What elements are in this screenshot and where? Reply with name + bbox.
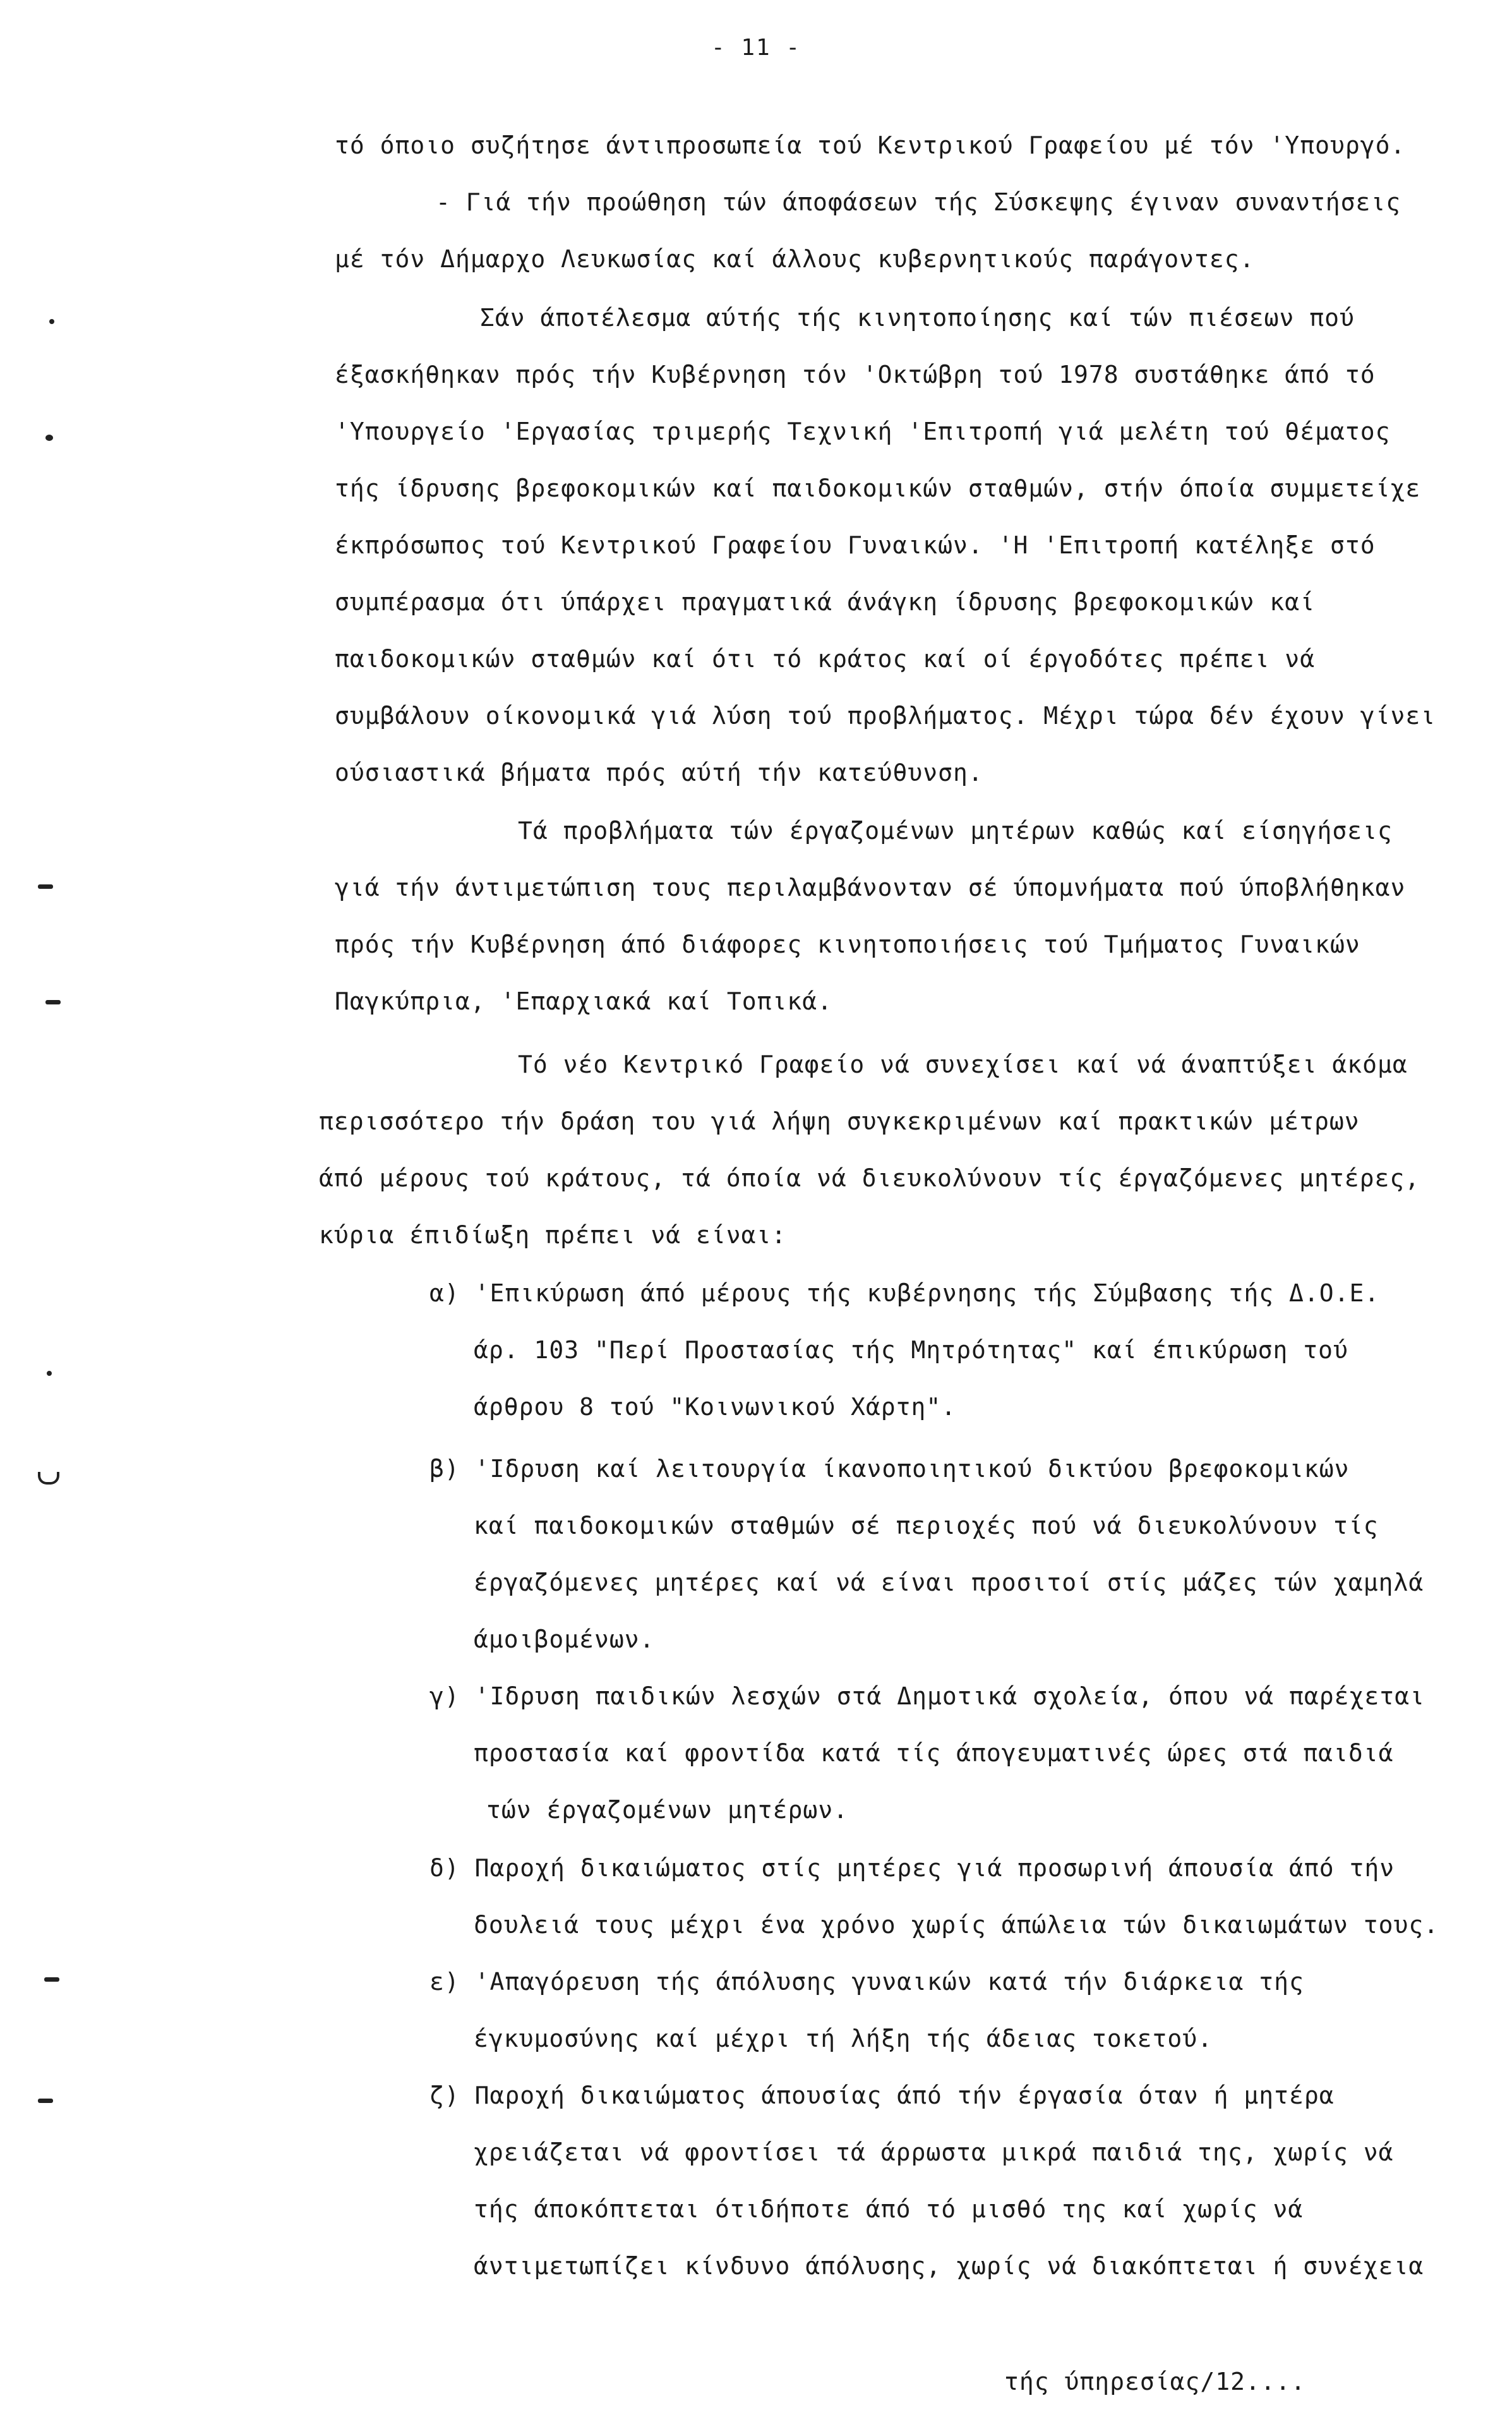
scan-mark: [44, 1977, 59, 1982]
text-line: άπό μέρους τού κράτους, τά όποία νά διευκολύνουν τίς έργαζόμενες μητέρες,: [319, 1164, 1420, 1192]
text-line: καί παιδοκομικών σταθμών σέ περιοχές πού νά διευκολύνουν τίς: [474, 1512, 1379, 1539]
text-line: Σάν άποτέλεσμα αύτής τής κινητοποίησης καί τών πιέσεων πού: [480, 304, 1355, 332]
text-line: έξασκήθηκαν πρός τήν Κυβέρνηση τόν 'Οκτώβρη τού 1978 συστάθηκε άπό τό: [335, 361, 1376, 389]
list-item-alpha: α) 'Επικύρωση άπό μέρους τής κυβέρνησης τής Σύμβασης τής Δ.Ο.Ε.: [429, 1279, 1380, 1307]
text-line: δουλειά τους μέχρι ένα χρόνο χωρίς άπώλεια τών δικαιωμάτων τους.: [474, 1911, 1439, 1939]
text-line: 'Υπουργείο 'Εργασίας τριμερής Τεχνική 'Επιτροπή γιά μελέτη τού θέματος: [335, 418, 1391, 445]
text-line: συμπέρασμα ότι ύπάρχει πραγματικά άνάγκη ίδρυσης βρεφοκομικών καί: [335, 588, 1316, 616]
list-item-epsilon: ε) 'Απαγόρευση τής άπόλυσης γυναικών κατά τήν διάρκεια τής: [429, 1968, 1304, 1996]
text-line: Παγκύπρια, 'Επαρχιακά καί Τοπικά.: [335, 987, 832, 1015]
text-line: Τό νέο Κεντρικό Γραφείο νά συνεχίσει καί νά άναπτύξει άκόμα: [518, 1051, 1408, 1078]
text-line: έργαζόμενες μητέρες καί νά είναι προσιτοί στίς μάζες τών χαμηλά: [474, 1569, 1424, 1596]
text-line: παιδοκομικών σταθμών καί ότι τό κράτος καί οί έργοδότες πρέπει νά: [335, 645, 1316, 673]
text-line: άρ. 103 "Περί Προστασίας τής Μητρότητας" καί έπικύρωση τού: [474, 1336, 1348, 1364]
list-item-beta: β) 'Ιδρυση καί λειτουργία ίκανοποιητικού δικτύου βρεφοκομικών: [429, 1455, 1350, 1483]
text-line: ούσιαστικά βήματα πρός αύτή τήν κατεύθυνση.: [335, 759, 983, 786]
text-line: άντιμετωπίζει κίνδυνο άπόλυσης, χωρίς νά διακόπτεται ή συνέχεια: [474, 2252, 1424, 2280]
text-line: συμβάλουν οίκονομικά γιά λύση τού προβλήματος. Μέχρι τώρα δέν έχουν γίνει: [335, 702, 1436, 730]
text-line: περισσότερο τήν δράση του γιά λήψη συγκεκριμένων καί πρακτικών μέτρων: [319, 1107, 1360, 1135]
text-line: τής ίδρυσης βρεφοκομικών καί παιδοκομικών σταθμών, στήν όποία συμμετείχε: [335, 474, 1421, 502]
list-item-delta: δ) Παροχή δικαιώματος στίς μητέρες γιά προσωρινή άπουσία άπό τήν: [429, 1854, 1395, 1882]
text-line: χρειάζεται νά φροντίσει τά άρρωστα μικρά παιδιά της, χωρίς νά: [474, 2138, 1394, 2166]
text-line: άρθρου 8 τού "Κοινωνικού Χάρτη".: [474, 1393, 957, 1421]
text-line: - Γιά τήν προώθηση τών άποφάσεων τής Σύσκεψης έγιναν συναντήσεις: [436, 188, 1401, 216]
scan-mark: [38, 1472, 59, 1485]
text-line: Τά προβλήματα τών έργαζομένων μητέρων καθώς καί είσηγήσεις: [518, 817, 1393, 845]
text-line: τό όποιο συζήτησε άντιπροσωπεία τού Κεντρικού Γραφείου μέ τόν 'Υπουργό.: [335, 131, 1406, 159]
text-line: μέ τόν Δήμαρχο Λευκωσίας καί άλλους κυβερνητικούς παράγοντες.: [335, 245, 1255, 273]
page-number: - 11 -: [711, 35, 801, 61]
text-line: έκπρόσωπος τού Κεντρικού Γραφείου Γυναικών. 'Η 'Επιτροπή κατέληξε στό: [335, 531, 1376, 559]
text-line: προστασία καί φροντίδα κατά τίς άπογευματινές ώρες στά παιδιά: [474, 1739, 1394, 1767]
scan-mark: [45, 1000, 61, 1004]
scan-mark: [49, 319, 54, 324]
text-line: γιά τήν άντιμετώπιση τους περιλαμβάνονταν σέ ύπομνήματα πού ύποβλήθηκαν: [335, 874, 1406, 901]
list-item-zeta: ζ) Παροχή δικαιώματος άπουσίας άπό τήν έργασία όταν ή μητέρα: [429, 2082, 1335, 2109]
text-line: πρός τήν Κυβέρνηση άπό διάφορες κινητοποιήσεις τού Τμήματος Γυναικών: [335, 931, 1360, 958]
text-line: κύρια έπιδίωξη πρέπει νά είναι:: [319, 1221, 787, 1249]
scan-mark: [38, 884, 53, 889]
text-line: έγκυμοσύνης καί μέχρι τή λήξη τής άδειας τοκετού.: [474, 2025, 1213, 2052]
scan-mark: [47, 1371, 52, 1376]
text-line: τής άποκόπτεται ότιδήποτε άπό τό μισθό της καί χωρίς νά: [474, 2195, 1304, 2223]
scan-mark: [45, 435, 53, 441]
text-line: τών έργαζομένων μητέρων.: [486, 1796, 849, 1824]
page-footer: τής ύπηρεσίας/12....: [1004, 2368, 1306, 2395]
text-line: άμοιβομένων.: [474, 1625, 655, 1653]
list-item-gamma: γ) 'Ιδρυση παιδικών λεσχών στά Δημοτικά σχολεία, όπου νά παρέχεται: [429, 1682, 1425, 1710]
scan-mark: [38, 2099, 53, 2103]
